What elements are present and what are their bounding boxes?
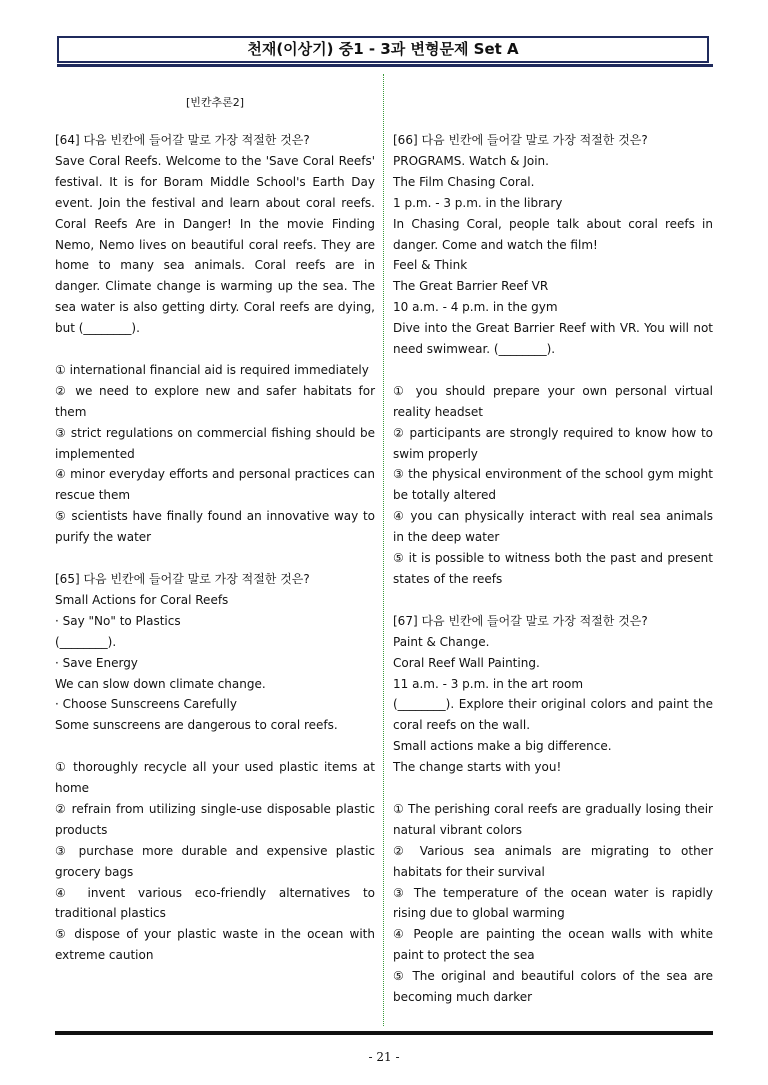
- question-67: [393, 611, 713, 1008]
- choice-4[interactable]: ④ you can physically interact with real sea animals in the deep water: [393, 509, 713, 545]
- choice-4[interactable]: ④ People are painting the ocean walls with white paint to protect the sea: [393, 927, 713, 963]
- question-stem: [67] 다음 빈칸에 들어갈 말로 가장 적절한 것은?: [393, 613, 648, 628]
- right-column: [393, 130, 713, 1008]
- passage-line: In Chasing Coral, people talk about coral reefs in danger. Come and watch the film!: [393, 216, 713, 252]
- choice-3[interactable]: ③ strict regulations on commercial fishing should be implemented: [55, 425, 375, 461]
- passage-line: Coral Reef Wall Painting.: [393, 655, 540, 670]
- choice-5[interactable]: ⑤ The original and beautiful colors of the sea are becoming much darker: [393, 969, 713, 1005]
- passage-line: We can slow down climate change.: [55, 676, 266, 691]
- passage-line: (________). Explore their original colors and paint the coral reefs on the wall.: [393, 697, 713, 733]
- choice-2[interactable]: ② we need to explore new and safer habitats for them: [55, 383, 375, 419]
- choice-1[interactable]: ① international financial aid is required immediately: [55, 362, 369, 377]
- choice-2[interactable]: ② Various sea animals are migrating to other habitats for their survival: [393, 843, 713, 879]
- choice-5[interactable]: ⑤ scientists have finally found an innovative way to purify the water: [55, 509, 375, 545]
- passage-line: (________).: [55, 634, 117, 649]
- question-66: [393, 130, 713, 590]
- choice-1[interactable]: ① thoroughly recycle all your used plastic items at home: [55, 760, 375, 796]
- choice-2[interactable]: ② refrain from utilizing single-use disposable plastic products: [55, 801, 375, 837]
- passage-line: · Save Energy: [55, 655, 138, 670]
- passage-line: The Film Chasing Coral.: [393, 174, 535, 189]
- footer-rule: [55, 1031, 713, 1035]
- choice-2[interactable]: ② participants are strongly required to know how to swim properly: [393, 425, 713, 461]
- passage-line: Dive into the Great Barrier Reef with VR. You will not need swimwear. (________).: [393, 321, 713, 357]
- choice-1[interactable]: ① you should prepare your own personal virtual reality headset: [393, 383, 713, 419]
- choice-5[interactable]: ⑤ it is possible to witness both the past and present states of the reefs: [393, 551, 713, 587]
- choice-3[interactable]: ③ purchase more durable and expensive plastic grocery bags: [55, 843, 375, 879]
- passage-line: The change starts with you!: [393, 760, 562, 775]
- question-stem: [64] 다음 빈칸에 들어갈 말로 가장 적절한 것은?: [55, 133, 310, 147]
- passage-line: PROGRAMS. Watch & Join.: [393, 153, 549, 168]
- passage-line: The Great Barrier Reef VR: [393, 279, 549, 294]
- passage-line: Small Actions for Coral Reefs: [55, 592, 229, 607]
- left-column: [55, 130, 375, 966]
- passage-line: 1 p.m. - 3 p.m. in the library: [393, 195, 563, 210]
- question-stem: [65] 다음 빈칸에 들어갈 말로 가장 적절한 것은?: [55, 572, 310, 586]
- passage-line: · Choose Sunscreens Carefully: [55, 697, 237, 712]
- title-underline: [57, 64, 713, 67]
- question-stem: [66] 다음 빈칸에 들어갈 말로 가장 적절한 것은?: [393, 133, 648, 147]
- choice-4[interactable]: ④ invent various eco-friendly alternatives to traditional plastics: [55, 885, 375, 921]
- passage-line: Feel & Think: [393, 258, 468, 273]
- section-label: [빈칸추론2]: [186, 96, 245, 109]
- question-64: [55, 130, 375, 548]
- passage-line: 11 a.m. - 3 p.m. in the art room: [393, 676, 584, 691]
- page-number: - 21 -: [368, 1050, 400, 1064]
- passage-line: · Say "No" to Plastics: [55, 613, 181, 628]
- passage-line: Small actions make a big difference.: [393, 739, 612, 754]
- question-passage: Save Coral Reefs. Welcome to the 'Save Coral Reefs' festival. It is for Boram Middle School's Earth Day event. Join the festival and learn about coral reefs. Coral Reefs Are in Danger! In the movie Finding Nemo, Nemo lives on beautiful coral reefs. They are home to many sea animals. Coral reefs are in danger. Climate change is warming up the sea. The sea water is also getting dirty. Coral reefs are dying, but (________).: [55, 153, 375, 336]
- passage-line: 10 a.m. - 4 p.m. in the gym: [393, 300, 558, 315]
- choice-3[interactable]: ③ the physical environment of the school gym might be totally altered: [393, 467, 713, 503]
- page-title: 천재(이상기) 중1 - 3과 변형문제 Set A: [57, 36, 709, 63]
- choice-3[interactable]: ③ The temperature of the ocean water is rapidly rising due to global warming: [393, 885, 713, 921]
- column-divider: [383, 74, 384, 1026]
- passage-line: Some sunscreens are dangerous to coral reefs.: [55, 718, 338, 733]
- choice-5[interactable]: ⑤ dispose of your plastic waste in the ocean with extreme caution: [55, 927, 375, 963]
- choice-4[interactable]: ④ minor everyday efforts and personal practices can rescue them: [55, 467, 375, 503]
- question-65: [55, 569, 375, 966]
- passage-line: Paint & Change.: [393, 634, 490, 649]
- choice-1[interactable]: ① The perishing coral reefs are gradually losing their natural vibrant colors: [393, 801, 713, 837]
